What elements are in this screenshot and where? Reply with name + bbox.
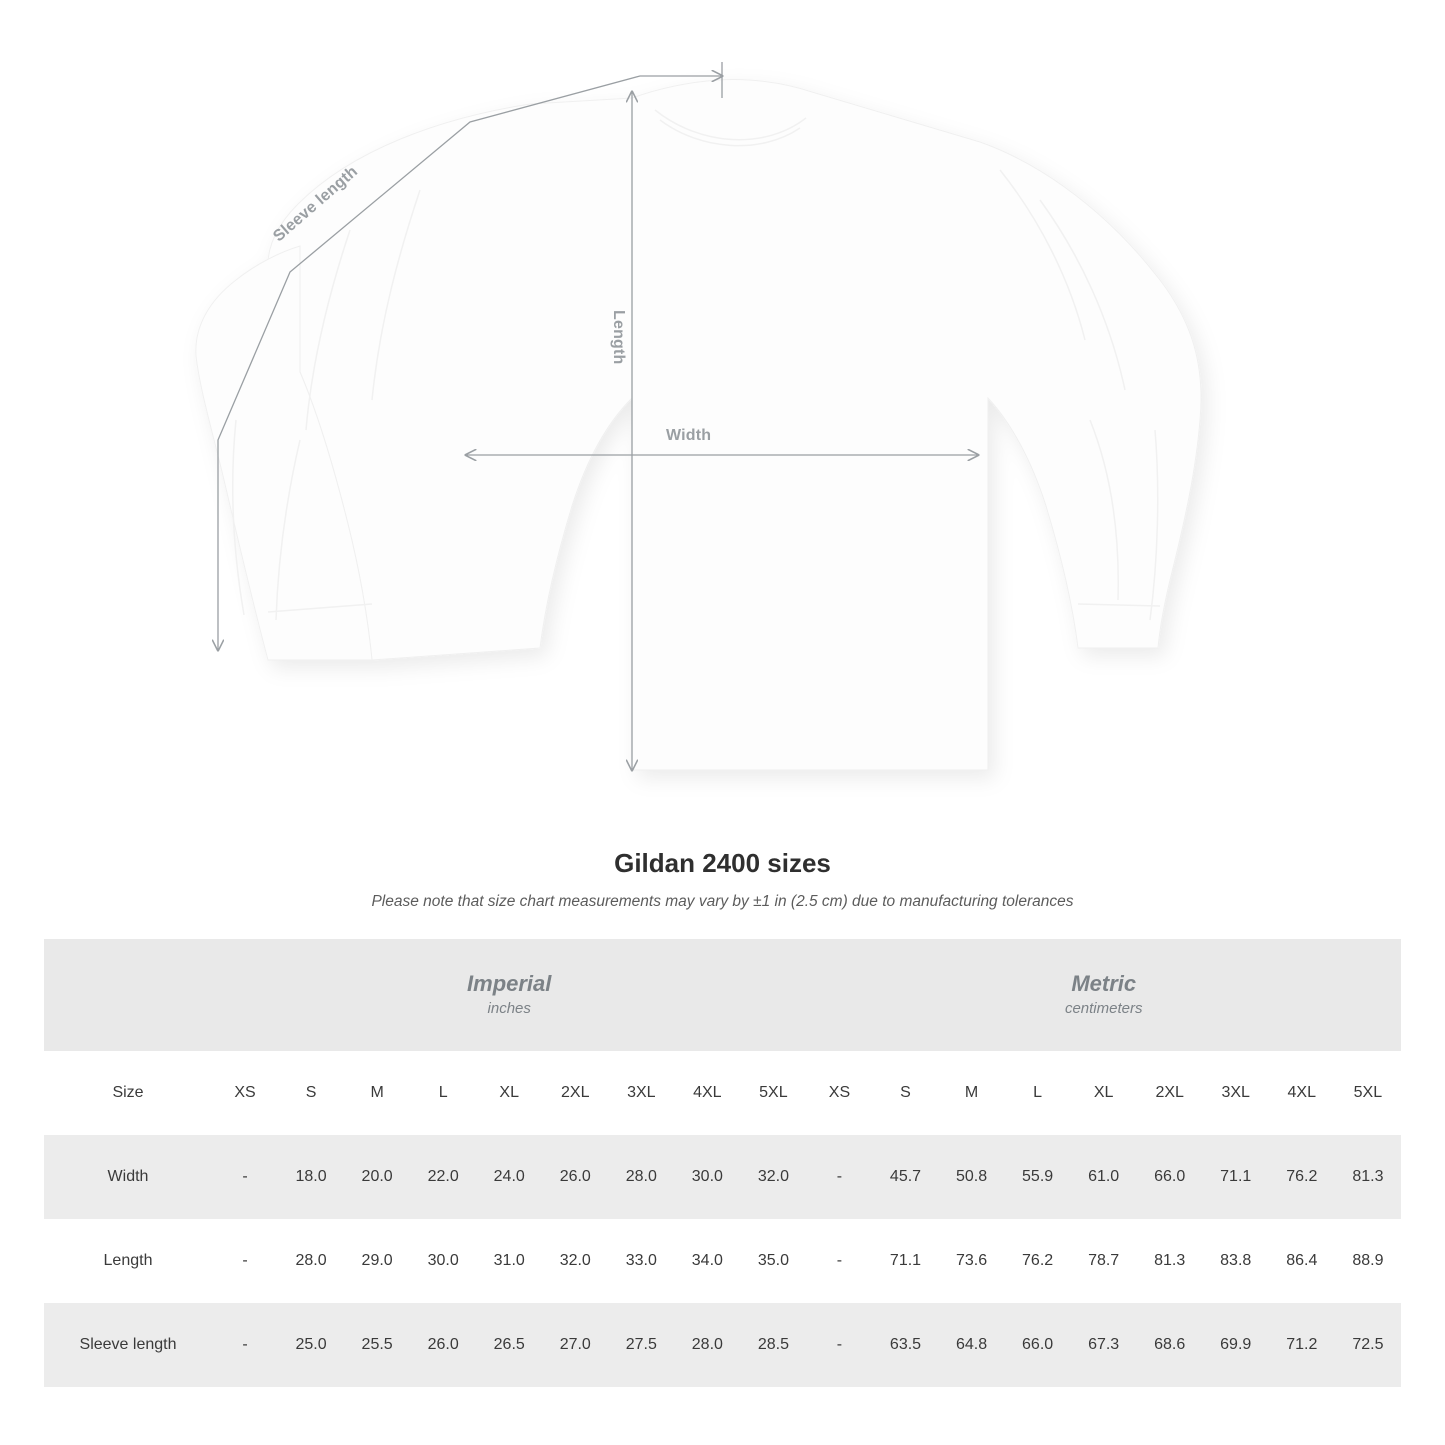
- cell-sleeve-metric-2xl: 68.6: [1137, 1303, 1203, 1387]
- cell-length-metric-4xl: 86.4: [1269, 1219, 1335, 1303]
- size-table-body: [44, 939, 1401, 1387]
- unit-sub-metric: centimeters: [1064, 999, 1143, 1017]
- table-row: [44, 1303, 1401, 1387]
- cell-length-metric-l: 76.2: [1005, 1219, 1071, 1303]
- cell-width-imperial-5xl: 32.0: [740, 1135, 806, 1219]
- size-header-metric-4xl: 4XL: [1287, 1084, 1316, 1101]
- size-header-row: [44, 1051, 1401, 1135]
- cell-width-metric-xs: -: [806, 1135, 872, 1219]
- page-title: Gildan 2400 sizes: [614, 848, 831, 878]
- row-label-sleeve-length: Sleeve length: [44, 1303, 212, 1387]
- size-header-imperial-5xl: 5XL: [759, 1084, 788, 1101]
- sleeve-length-dimension-label: Sleeve length: [270, 163, 362, 246]
- size-header-imperial-2xl: 2XL: [561, 1084, 590, 1101]
- size-header-imperial-s: S: [305, 1084, 317, 1101]
- cell-length-metric-xl: 78.7: [1071, 1219, 1137, 1303]
- size-header-metric-xl: XL: [1093, 1084, 1114, 1101]
- cell-width-metric-l: 55.9: [1005, 1135, 1071, 1219]
- size-header-imperial-3xl: 3XL: [627, 1084, 656, 1101]
- cell-length-metric-2xl: 81.3: [1137, 1219, 1203, 1303]
- cell-sleeve-metric-xl: 67.3: [1071, 1303, 1137, 1387]
- title-block: [0, 848, 1445, 911]
- cell-width-imperial-3xl: 28.0: [608, 1135, 674, 1219]
- cell-sleeve-metric-xs: -: [806, 1303, 872, 1387]
- cell-sleeve-imperial-m: 25.5: [344, 1303, 410, 1387]
- cell-width-imperial-4xl: 30.0: [674, 1135, 740, 1219]
- unit-header-imperial: [212, 939, 806, 1051]
- size-header-metric-l: L: [1033, 1084, 1043, 1101]
- length-dimension-label: Length: [610, 310, 627, 365]
- cell-length-imperial-4xl: 34.0: [674, 1219, 740, 1303]
- size-header-metric-s: S: [900, 1084, 911, 1101]
- table-row: [44, 1135, 1401, 1219]
- cell-width-metric-3xl: 71.1: [1203, 1135, 1269, 1219]
- cell-width-imperial-s: 18.0: [278, 1135, 344, 1219]
- cell-length-imperial-3xl: 33.0: [608, 1219, 674, 1303]
- row-label-length: Length: [44, 1219, 212, 1303]
- cell-sleeve-imperial-s: 25.0: [278, 1303, 344, 1387]
- size-chart-table: [44, 939, 1401, 1387]
- row-label-width: Width: [44, 1135, 212, 1219]
- cell-sleeve-imperial-3xl: 27.5: [608, 1303, 674, 1387]
- size-header-imperial-m: M: [370, 1084, 384, 1101]
- unit-header-row: [44, 939, 1401, 1051]
- size-header-metric-2xl: 2XL: [1155, 1084, 1184, 1101]
- cell-sleeve-imperial-4xl: 28.0: [674, 1303, 740, 1387]
- cell-sleeve-imperial-xl: 26.5: [476, 1303, 542, 1387]
- cell-width-metric-2xl: 66.0: [1137, 1135, 1203, 1219]
- size-table-wrapper: [44, 939, 1401, 1387]
- cell-length-imperial-l: 30.0: [410, 1219, 476, 1303]
- cell-length-metric-xs: -: [806, 1219, 872, 1303]
- cell-length-imperial-xs: -: [212, 1219, 278, 1303]
- size-header-metric-xs: XS: [828, 1084, 851, 1101]
- size-header-metric-m: M: [964, 1084, 979, 1101]
- size-header-imperial-4xl: 4XL: [693, 1084, 722, 1101]
- cell-width-metric-4xl: 76.2: [1269, 1135, 1335, 1219]
- width-dimension-label: Width: [666, 427, 712, 444]
- cell-length-imperial-2xl: 32.0: [542, 1219, 608, 1303]
- cell-width-imperial-m: 20.0: [344, 1135, 410, 1219]
- unit-header-metric: [806, 939, 1401, 1051]
- cell-width-metric-s: 45.7: [872, 1135, 938, 1219]
- cell-length-imperial-s: 28.0: [278, 1219, 344, 1303]
- cell-sleeve-metric-l: 66.0: [1005, 1303, 1071, 1387]
- size-header-metric-5xl: 5XL: [1353, 1084, 1383, 1101]
- cell-width-imperial-xs: -: [212, 1135, 278, 1219]
- size-header-label: Size: [112, 1084, 144, 1101]
- cell-sleeve-metric-4xl: 71.2: [1269, 1303, 1335, 1387]
- cell-width-imperial-l: 22.0: [410, 1135, 476, 1219]
- size-header-imperial-xs: XS: [234, 1084, 256, 1101]
- cell-sleeve-imperial-xs: -: [212, 1303, 278, 1387]
- cell-width-imperial-xl: 24.0: [476, 1135, 542, 1219]
- tolerance-note: Please note that size chart measurements may vary by ±1 in (2.5 cm) due to manufacturing tolerances: [371, 893, 1074, 910]
- cell-sleeve-imperial-5xl: 28.5: [740, 1303, 806, 1387]
- cell-sleeve-imperial-2xl: 27.0: [542, 1303, 608, 1387]
- size-header-imperial-xl: XL: [499, 1084, 519, 1101]
- cell-length-metric-s: 71.1: [872, 1219, 938, 1303]
- cell-width-metric-m: 50.8: [939, 1135, 1005, 1219]
- cell-sleeve-metric-3xl: 69.9: [1203, 1303, 1269, 1387]
- cell-length-metric-5xl: 88.9: [1335, 1219, 1401, 1303]
- unit-name-metric: Metric: [1071, 971, 1137, 996]
- cell-length-imperial-5xl: 35.0: [740, 1219, 806, 1303]
- cell-width-metric-xl: 61.0: [1071, 1135, 1137, 1219]
- cell-length-imperial-m: 29.0: [344, 1219, 410, 1303]
- unit-header-spacer: [44, 939, 212, 1051]
- table-row: [44, 1219, 1401, 1303]
- cell-sleeve-imperial-l: 26.0: [410, 1303, 476, 1387]
- unit-sub-imperial: inches: [487, 999, 531, 1017]
- cell-sleeve-metric-m: 64.8: [939, 1303, 1005, 1387]
- cell-length-metric-m: 73.6: [939, 1219, 1005, 1303]
- cell-length-metric-3xl: 83.8: [1203, 1219, 1269, 1303]
- cell-length-imperial-xl: 31.0: [476, 1219, 542, 1303]
- size-header-metric-3xl: 3XL: [1221, 1084, 1250, 1101]
- cell-width-metric-5xl: 81.3: [1335, 1135, 1401, 1219]
- unit-name-imperial: Imperial: [467, 971, 552, 996]
- cell-sleeve-metric-5xl: 72.5: [1335, 1303, 1401, 1387]
- cell-width-imperial-2xl: 26.0: [542, 1135, 608, 1219]
- cell-sleeve-metric-s: 63.5: [872, 1303, 938, 1387]
- size-header-imperial-l: L: [438, 1084, 448, 1101]
